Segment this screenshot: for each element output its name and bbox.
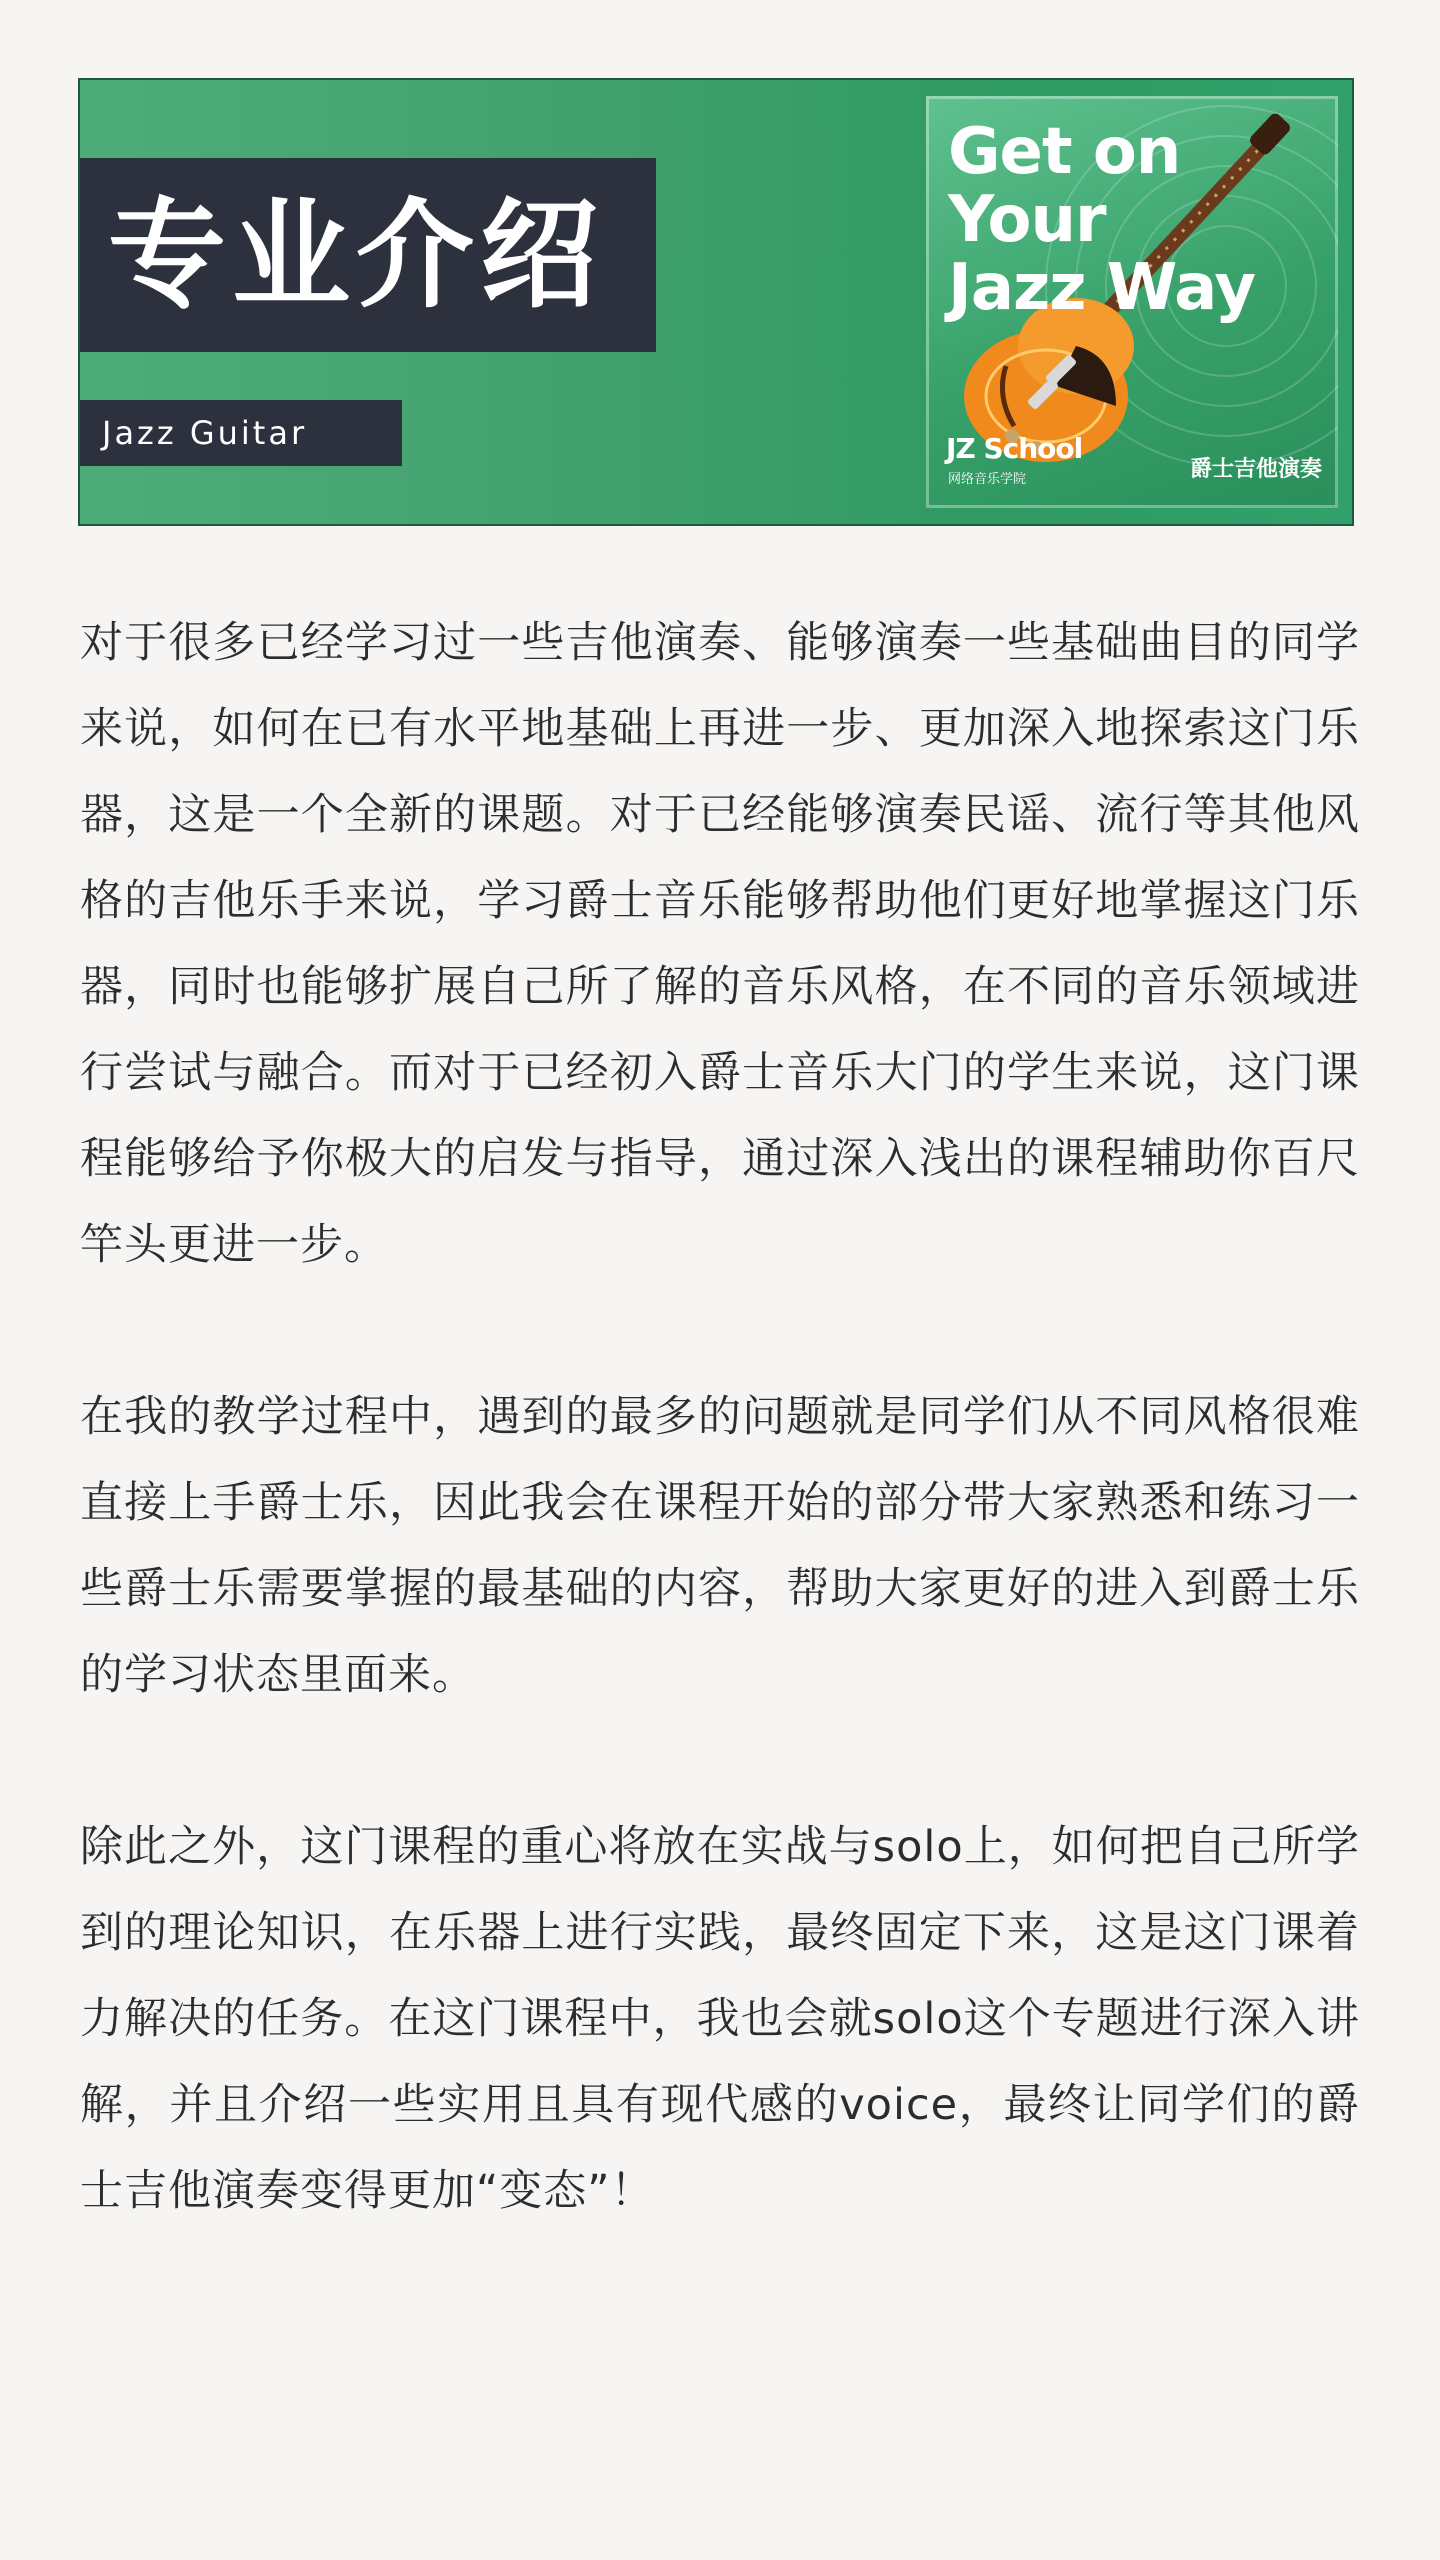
poster-school-name: JZ School [946, 432, 1083, 465]
poster-headline-line-1: Get on [948, 115, 1181, 189]
header-banner [78, 78, 1354, 526]
paragraph-2: 在我的教学过程中，遇到的最多的问题就是同学们从不同风格很难直接上手爵士乐，因此我会在课程开始的部分带大家熟悉和练习一些爵士乐需要掌握的最基础的内容，帮助大家更好的进入到爵士乐的学习状态里面来。 [80, 1392, 1360, 1700]
poster-headline-line-3: Jazz Way [948, 251, 1256, 325]
poster-headline-line-2: Your [948, 183, 1106, 257]
poster-school-subtitle: 网络音乐学院 [948, 472, 1027, 487]
paragraph-1: 对于很多已经学习过一些吉他演奏、能够演奏一些基础曲目的同学来说，如何在已有水平地基础上再进一步、更加深入地探索这门乐器，这是一个全新的课题。对于已经能够演奏民谣、流行等其他风格的吉他乐手来说，学习爵士音乐能够帮助他们更好地掌握这门乐器，同时也能够扩展自己所了解的音乐风格，在不同的音乐领域进行尝试与融合。而对于已经初入爵士音乐大门的学生来说，这门课程能够给予你极大的启发与指导，通过深入浅出的课程辅助你百尺竿头更进一步。 [80, 618, 1360, 1270]
course-poster [926, 96, 1338, 508]
article-body [80, 600, 1360, 2234]
title-block [80, 158, 656, 352]
page-subtitle: Jazz Guitar [102, 414, 308, 452]
subtitle-block [80, 400, 402, 466]
page-title: 专业介绍 [108, 186, 605, 324]
poster-course-name: 爵士吉他演奏 [1189, 457, 1322, 482]
paragraph-3: 除此之外，这门课程的重心将放在实战与solo上，如何把自己所学到的理论知识，在乐器上进行实践，最终固定下来，这是这门课着力解决的任务。在这门课程中，我也会就solo这个专题进行深入讲解，并且介绍一些实用且具有现代感的voice，最终让同学们的爵士吉他演奏变得更加“变态”！ [80, 1822, 1360, 2216]
